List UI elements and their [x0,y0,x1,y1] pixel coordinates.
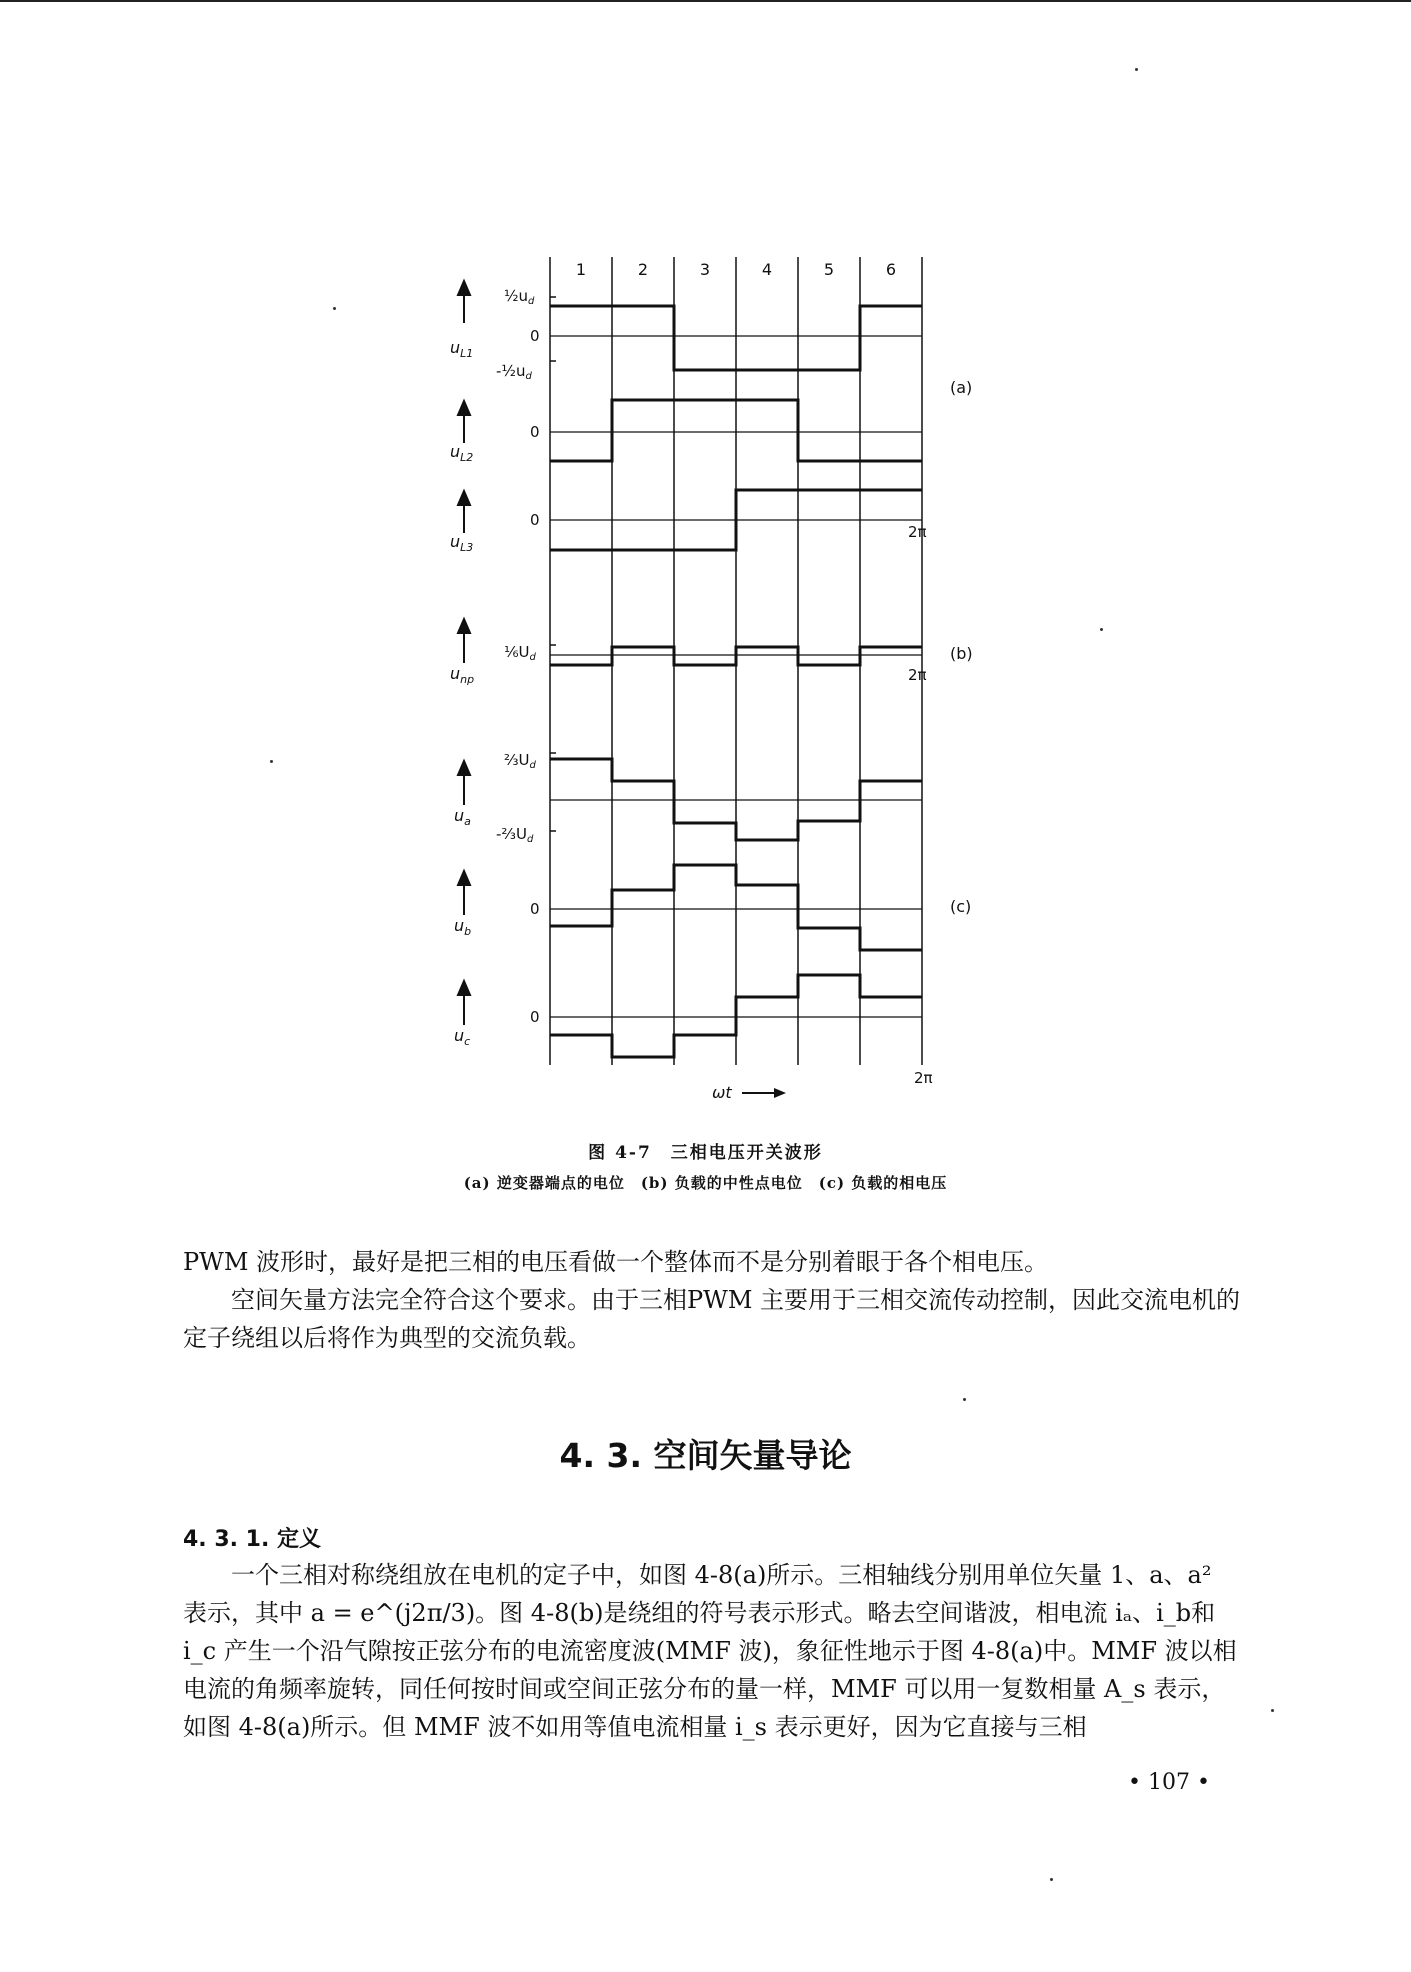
interval-label-1: 1 [575,260,587,279]
scan-speck [1050,1878,1053,1881]
level-two-thirds-pos: $\frac{2}{3}U_d$ [504,751,536,771]
paragraph-definition: 一个三相对称绕组放在电机的定子中，如图 4-8(a)所示。三相轴线分别用单位矢量 1、a、a² 表示，其中 a = e^(j2π/3)。图 4-8(b)是绕组的符号表示形式。略去空间谐波，相电流 iₐ、i_b和 i_c 产生一个沿气隙按正弦分布的电流密度波(MMF 波)，象征性地示于图 4-8(a)中。MMF 波以相电流的角频率旋转，同任何按时间或空间正弦分布的量一样，MMF 可以用一复数相量 A_s 表示，如图 4-8(a)所示。但 MMF 波不如用等值电流相量 i_s 表示更好，因为它直接与三相 [183,1561,1237,1741]
scan-speck [1100,628,1103,631]
level-zero-ub: 0 [530,900,540,918]
panel-label-a: (a) [950,378,973,397]
switching-waveform-figure [430,245,990,1105]
x-axis-arrow [742,1088,786,1098]
arrows [458,281,470,1025]
scan-speck [963,1398,966,1401]
page-number: • 107 • [1128,1770,1210,1795]
level-half-neg: $-\frac{1}{2}u_d$ [496,362,532,382]
page-top-rule [0,0,1411,2]
panel-label-b: (b) [950,644,973,663]
scan-speck [1271,1709,1274,1712]
level-two-thirds-neg: $-\frac{2}{3}U_d$ [496,825,534,845]
label-uL1: $u_{L1}$ [450,338,474,360]
period-end-a: 2π [908,523,927,541]
level-zero-uL1: 0 [530,327,540,345]
scan-speck [1135,68,1138,71]
scan-speck [333,307,336,310]
level-zero-uc: 0 [530,1008,540,1026]
interval-label-2: 2 [637,260,649,279]
label-uL2: $u_{L2}$ [450,442,474,464]
label-ub: $u_b$ [454,916,472,938]
interval-label-4: 4 [761,260,773,279]
interval-label-3: 3 [699,260,711,279]
label-ua: $u_a$ [454,806,471,828]
scan-speck [270,760,273,763]
panel-label-c: (c) [950,897,972,916]
paragraph-pwm: PWM 波形时，最好是把三相的电压看做一个整体而不是分别着眼于各个相电压。 [183,1248,1049,1276]
period-end-b: 2π [908,666,927,684]
waveform-unp [550,647,922,665]
period-end-c: 2π [914,1069,933,1087]
subsection-heading: 4. 3. 1. 定义 [183,1527,321,1552]
label-unp: $u_{np}$ [450,664,475,686]
level-zero-uL3: 0 [530,511,540,529]
interval-label-6: 6 [885,260,897,279]
x-axis-label: ωt [712,1083,732,1102]
level-half-pos: $\frac{1}{2}u_d$ [504,287,535,307]
level-zero-uL2: 0 [530,423,540,441]
level-sixth: $\frac{1}{6}U_d$ [504,643,536,663]
label-uc: $u_c$ [454,1026,471,1048]
section-heading: 4. 3. 空间矢量导论 [559,1436,852,1475]
figure-caption-subtitle: (a) 逆变器端点的电位 (b) 负载的中性点电位 (c) 负载的相电压 [463,1174,948,1192]
label-uL3: $u_{L3}$ [450,532,474,554]
paragraph-space-vector: 空间矢量方法完全符合这个要求。由于三相PWM 主要用于三相交流传动控制，因此交流电机的定子绕组以后将作为典型的交流负载。 [183,1286,1241,1352]
interval-label-5: 5 [823,260,835,279]
figure-caption-title: 图 4-7 三相电压开关波形 [588,1143,823,1163]
